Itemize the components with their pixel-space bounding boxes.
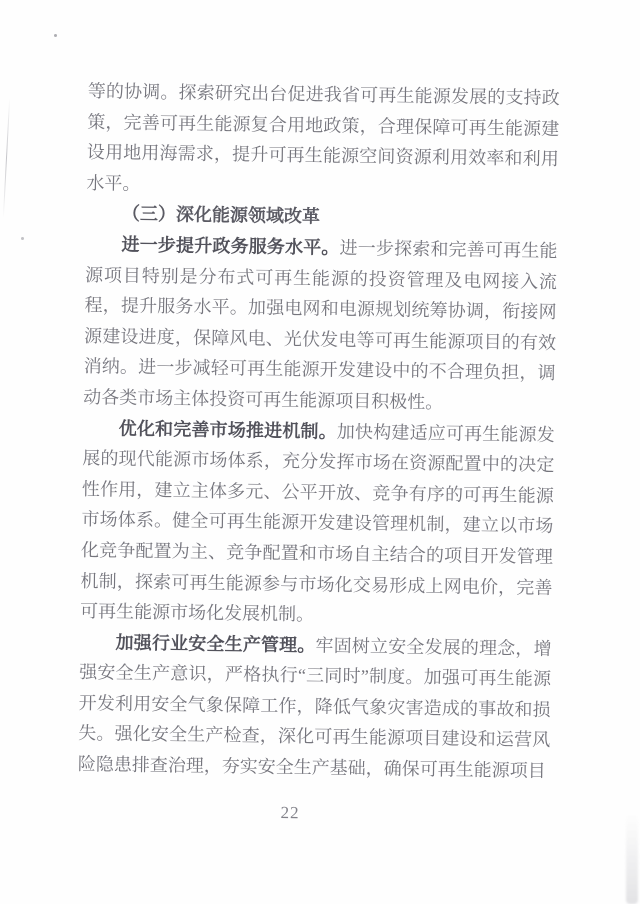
paragraph-safety-body: 牢固树立安全发展的理念，增强安全生产意识，严格执行“三同时”制度。加强可再生能源开发利用安全气象保障工作，降低气象灾害造成的事故和损失。强化安全生产检查，深化可再生能源项目建设和运营风险隐患排查治理，夯实安全生产基础，确保可再生能源项目: [77, 635, 552, 781]
scan-crease-line: [3, 98, 10, 218]
paragraph-service-lead: 进一步提升政务服务水平。: [121, 234, 340, 258]
scan-speck-icon: [21, 237, 24, 240]
scan-edge-shadow: [626, 814, 638, 904]
paragraph-market: [80, 412, 555, 633]
paragraph-safety-lead: 加强行业安全生产管理。: [115, 632, 316, 656]
paragraph-safety: [78, 627, 552, 787]
paragraph-continuation: 等的协调。探索研究出台促进我省可再生能源发展的支持政策，完善可再生能源复合用地政策，合理保障可再生能源建设用地用海需求，提升可再生能源空间资源利用效率和利用水平。: [86, 80, 560, 194]
page-content: [77, 76, 560, 827]
paragraph-market-lead: 优化和完善市场推进机制。: [118, 418, 337, 442]
paragraph-service-body: 进一步探索和完善可再生能源项目特别是分布式可再生能源的投资管理及电网接入流程，提升服务水平。加强电网和电源规划统筹协调，衔接网源建设进度，保障风电、光伏发电等可再生能源项目的有效消纳。进一步减轻可再生能源开发建设中的不合理负担，调动各类市场主体投资可再生能源项目积极性。: [83, 237, 558, 413]
section-heading: （三）深化能源领域改革: [121, 203, 321, 227]
page-number: 22: [280, 802, 300, 822]
paragraph-service: [83, 229, 558, 420]
scan-speck-icon: [54, 34, 57, 37]
paragraph-market-body: 加快构建适应可再生能源发展的现代能源市场体系，充分发挥市场在资源配置中的决定性作用，建立主体多元、公平开放、竞争有序的可再生能源市场体系。健全可再生能源开发建设管理机制，建立以市场化竞争配置为主、竞争配置和市场自主结合的项目开发管理机制，探索可再生能源参与市场化交易形成上网电价，完善可再生能源市场化发展机制。: [79, 421, 555, 625]
